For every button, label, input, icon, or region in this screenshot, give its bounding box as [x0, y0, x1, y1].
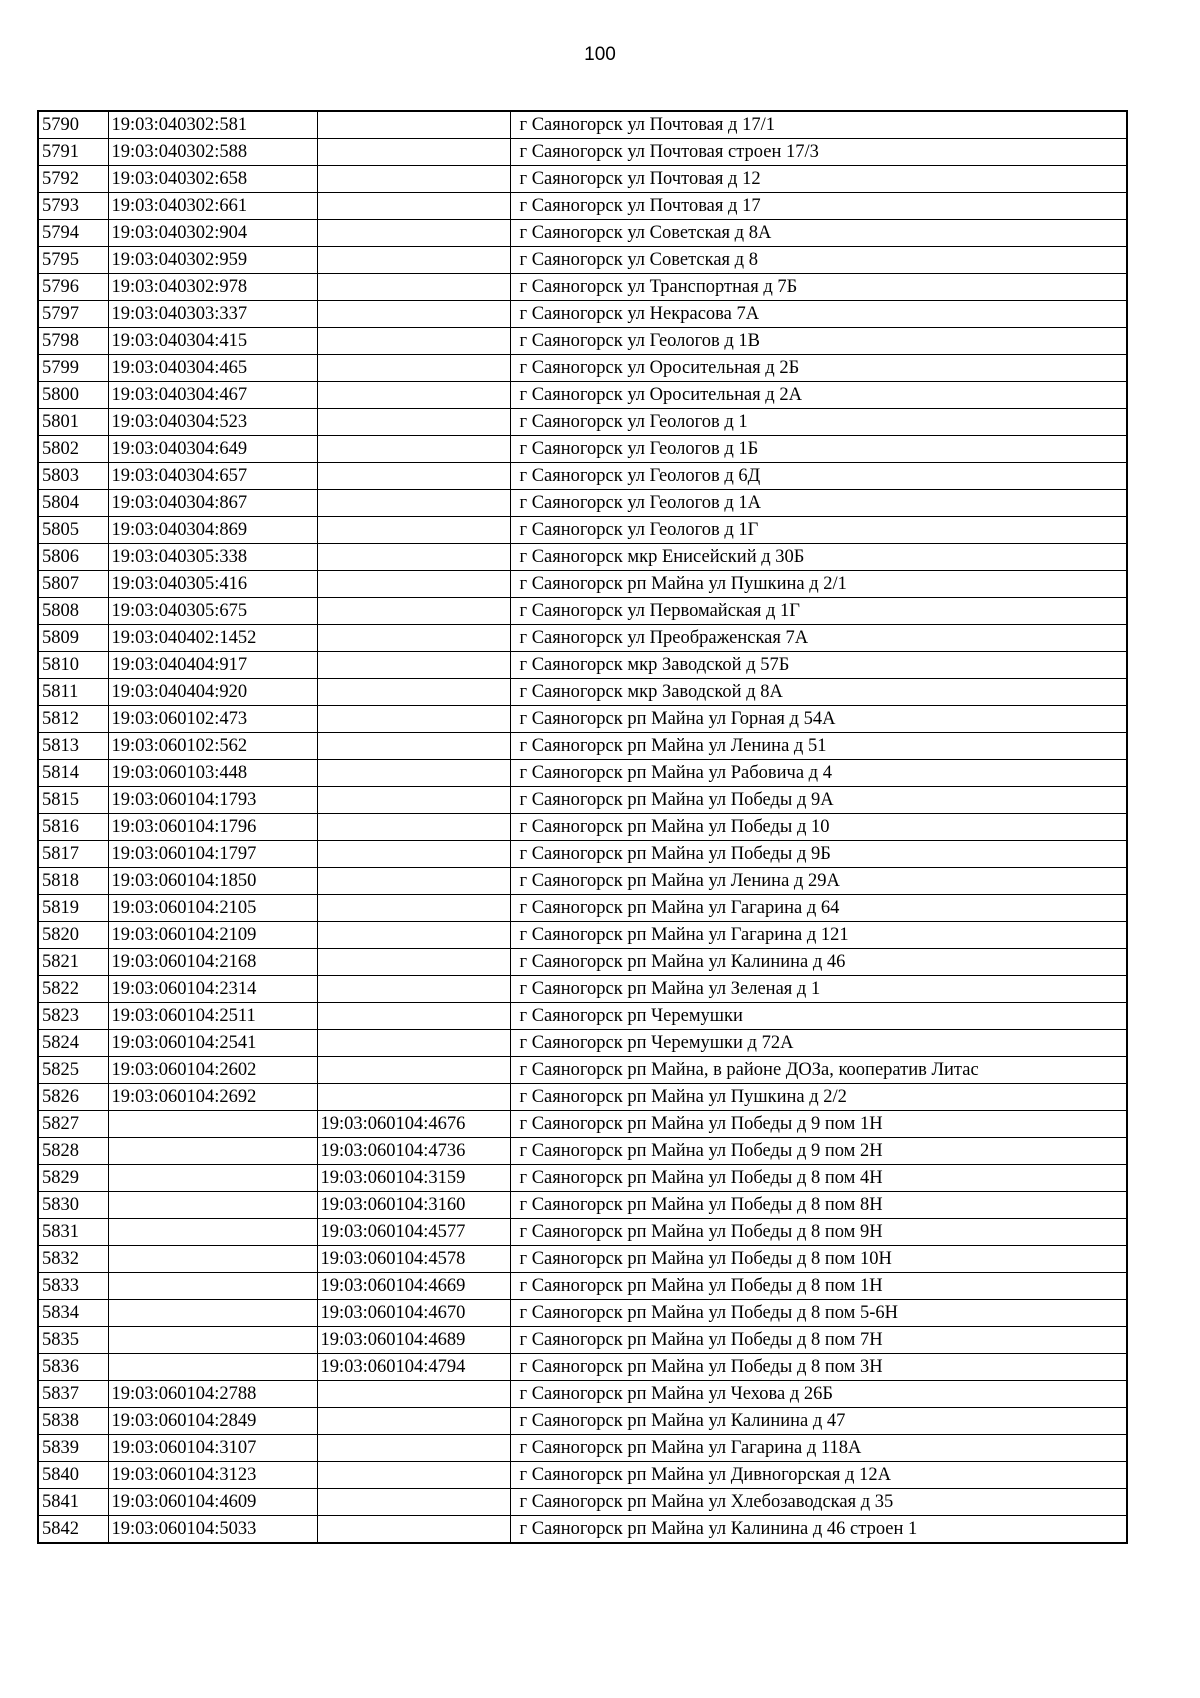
cadastral-number-cell	[108, 1111, 317, 1138]
table-row	[38, 490, 1127, 517]
table-row	[38, 220, 1127, 247]
premises-cadastral-number-cell	[317, 355, 510, 382]
row-number-cell: 5808	[38, 598, 108, 625]
cadastral-number-cell: 19:03:060104:2602	[108, 1057, 317, 1084]
table-row	[38, 1138, 1127, 1165]
table-row	[38, 1516, 1127, 1544]
address-cell: г Саяногорск рп Майна ул Чехова д 26Б	[510, 1381, 1127, 1408]
table-row	[38, 301, 1127, 328]
address-cell: г Саяногорск ул Геологов д 1Г	[510, 517, 1127, 544]
row-number-cell: 5821	[38, 949, 108, 976]
address-cell: г Саяногорск ул Почтовая д 12	[510, 166, 1127, 193]
address-cell: г Саяногорск рп Майна ул Горная д 54А	[510, 706, 1127, 733]
cadastral-number-cell	[108, 1219, 317, 1246]
row-number-cell: 5820	[38, 922, 108, 949]
cadastral-number-cell	[108, 1165, 317, 1192]
table-row	[38, 598, 1127, 625]
address-cell: г Саяногорск рп Майна ул Гагарина д 118А	[510, 1435, 1127, 1462]
premises-cadastral-number-cell	[317, 544, 510, 571]
premises-cadastral-number-cell	[317, 976, 510, 1003]
table-row	[38, 841, 1127, 868]
row-number-cell: 5810	[38, 652, 108, 679]
cadastral-number-cell: 19:03:040305:675	[108, 598, 317, 625]
cadastral-number-cell	[108, 1246, 317, 1273]
row-number-cell: 5837	[38, 1381, 108, 1408]
table-row	[38, 1192, 1127, 1219]
premises-cadastral-number-cell	[317, 679, 510, 706]
cadastral-number-cell: 19:03:040302:904	[108, 220, 317, 247]
address-cell: г Саяногорск рп Майна ул Калинина д 46	[510, 949, 1127, 976]
cadastral-number-cell: 19:03:040305:338	[108, 544, 317, 571]
row-number-cell: 5826	[38, 1084, 108, 1111]
page-number: 100	[584, 44, 616, 65]
address-cell: г Саяногорск ул Геологов д 1А	[510, 490, 1127, 517]
table-row	[38, 733, 1127, 760]
table-row	[38, 1057, 1127, 1084]
cadastral-number-cell: 19:03:040304:869	[108, 517, 317, 544]
premises-cadastral-number-cell: 19:03:060104:4676	[317, 1111, 510, 1138]
cadastral-number-cell	[108, 1138, 317, 1165]
row-number-cell: 5797	[38, 301, 108, 328]
premises-cadastral-number-cell	[317, 868, 510, 895]
row-number-cell: 5835	[38, 1327, 108, 1354]
table-row	[38, 652, 1127, 679]
cadastral-number-cell: 19:03:040304:657	[108, 463, 317, 490]
cadastral-number-cell: 19:03:060104:2541	[108, 1030, 317, 1057]
cadastral-number-cell: 19:03:040302:661	[108, 193, 317, 220]
table-row	[38, 976, 1127, 1003]
table-row	[38, 1489, 1127, 1516]
cadastral-number-cell	[108, 1273, 317, 1300]
row-number-cell: 5794	[38, 220, 108, 247]
row-number-cell: 5827	[38, 1111, 108, 1138]
cadastral-number-cell: 19:03:060104:3107	[108, 1435, 317, 1462]
premises-cadastral-number-cell: 19:03:060104:4670	[317, 1300, 510, 1327]
table-row	[38, 409, 1127, 436]
address-cell: г Саяногорск рп Майна ул Победы д 8 пом 10Н	[510, 1246, 1127, 1273]
row-number-cell: 5802	[38, 436, 108, 463]
row-number-cell: 5799	[38, 355, 108, 382]
row-number-cell: 5801	[38, 409, 108, 436]
table-row	[38, 1030, 1127, 1057]
address-cell: г Саяногорск рп Майна ул Победы д 10	[510, 814, 1127, 841]
row-number-cell: 5834	[38, 1300, 108, 1327]
address-cell: г Саяногорск рп Майна, в районе ДОЗа, кооператив Литас	[510, 1057, 1127, 1084]
premises-cadastral-number-cell	[317, 1003, 510, 1030]
address-cell: г Саяногорск рп Майна ул Победы д 9Б	[510, 841, 1127, 868]
table-row	[38, 1111, 1127, 1138]
address-cell: г Саяногорск рп Майна ул Зеленая д 1	[510, 976, 1127, 1003]
premises-cadastral-number-cell: 19:03:060104:4669	[317, 1273, 510, 1300]
table-row	[38, 328, 1127, 355]
premises-cadastral-number-cell	[317, 922, 510, 949]
table-row	[38, 1219, 1127, 1246]
row-number-cell: 5817	[38, 841, 108, 868]
address-cell: г Саяногорск рп Майна ул Гагарина д 64	[510, 895, 1127, 922]
address-cell: г Саяногорск рп Майна ул Победы д 9 пом 2Н	[510, 1138, 1127, 1165]
row-number-cell: 5790	[38, 111, 108, 139]
cadastral-number-cell: 19:03:040304:465	[108, 355, 317, 382]
address-cell: г Саяногорск мкр Енисейский д 30Б	[510, 544, 1127, 571]
row-number-cell: 5829	[38, 1165, 108, 1192]
address-cell: г Саяногорск ул Геологов д 6Д	[510, 463, 1127, 490]
registry-table-body	[38, 111, 1127, 1543]
address-cell: г Саяногорск рп Майна ул Калинина д 47	[510, 1408, 1127, 1435]
premises-cadastral-number-cell	[317, 220, 510, 247]
row-number-cell: 5832	[38, 1246, 108, 1273]
table-row	[38, 517, 1127, 544]
table-row	[38, 247, 1127, 274]
cadastral-number-cell: 19:03:040304:467	[108, 382, 317, 409]
table-row	[38, 1003, 1127, 1030]
row-number-cell: 5803	[38, 463, 108, 490]
premises-cadastral-number-cell	[317, 706, 510, 733]
address-cell: г Саяногорск рп Майна ул Победы д 9 пом 1Н	[510, 1111, 1127, 1138]
address-cell: г Саяногорск ул Геологов д 1	[510, 409, 1127, 436]
premises-cadastral-number-cell	[317, 625, 510, 652]
table-row	[38, 625, 1127, 652]
address-cell: г Саяногорск рп Майна ул Победы д 8 пом 8Н	[510, 1192, 1127, 1219]
table-row	[38, 1273, 1127, 1300]
premises-cadastral-number-cell	[317, 733, 510, 760]
row-number-cell: 5841	[38, 1489, 108, 1516]
row-number-cell: 5824	[38, 1030, 108, 1057]
premises-cadastral-number-cell	[317, 166, 510, 193]
row-number-cell: 5814	[38, 760, 108, 787]
premises-cadastral-number-cell	[317, 787, 510, 814]
address-cell: г Саяногорск ул Почтовая д 17	[510, 193, 1127, 220]
row-number-cell: 5791	[38, 139, 108, 166]
row-number-cell: 5816	[38, 814, 108, 841]
cadastral-number-cell: 19:03:060104:1796	[108, 814, 317, 841]
row-number-cell: 5809	[38, 625, 108, 652]
premises-cadastral-number-cell	[317, 1030, 510, 1057]
premises-cadastral-number-cell	[317, 490, 510, 517]
premises-cadastral-number-cell: 19:03:060104:4794	[317, 1354, 510, 1381]
registry-table	[37, 110, 1128, 1544]
table-row	[38, 949, 1127, 976]
premises-cadastral-number-cell	[317, 328, 510, 355]
cadastral-number-cell: 19:03:040302:978	[108, 274, 317, 301]
address-cell: г Саяногорск рп Майна ул Рабовича д 4	[510, 760, 1127, 787]
address-cell: г Саяногорск ул Транспортная д 7Б	[510, 274, 1127, 301]
row-number-cell: 5823	[38, 1003, 108, 1030]
row-number-cell: 5833	[38, 1273, 108, 1300]
row-number-cell: 5825	[38, 1057, 108, 1084]
cadastral-number-cell: 19:03:040302:959	[108, 247, 317, 274]
address-cell: г Саяногорск ул Геологов д 1Б	[510, 436, 1127, 463]
cadastral-number-cell: 19:03:060104:2105	[108, 895, 317, 922]
address-cell: г Саяногорск рп Майна ул Пушкина д 2/1	[510, 571, 1127, 598]
table-row	[38, 1165, 1127, 1192]
row-number-cell: 5811	[38, 679, 108, 706]
cadastral-number-cell: 19:03:040305:416	[108, 571, 317, 598]
address-cell: г Саяногорск рп Майна ул Пушкина д 2/2	[510, 1084, 1127, 1111]
address-cell: г Саяногорск ул Оросительная д 2Б	[510, 355, 1127, 382]
row-number-cell: 5819	[38, 895, 108, 922]
address-cell: г Саяногорск рп Майна ул Победы д 8 пом 4Н	[510, 1165, 1127, 1192]
cadastral-number-cell	[108, 1300, 317, 1327]
cadastral-number-cell: 19:03:060104:4609	[108, 1489, 317, 1516]
premises-cadastral-number-cell	[317, 598, 510, 625]
cadastral-number-cell: 19:03:040303:337	[108, 301, 317, 328]
row-number-cell: 5815	[38, 787, 108, 814]
address-cell: г Саяногорск ул Оросительная д 2А	[510, 382, 1127, 409]
cadastral-number-cell: 19:03:060102:562	[108, 733, 317, 760]
cadastral-number-cell: 19:03:040304:867	[108, 490, 317, 517]
premises-cadastral-number-cell	[317, 814, 510, 841]
table-row	[38, 1408, 1127, 1435]
row-number-cell: 5831	[38, 1219, 108, 1246]
address-cell: г Саяногорск ул Некрасова 7А	[510, 301, 1127, 328]
table-row	[38, 1354, 1127, 1381]
table-row	[38, 760, 1127, 787]
cadastral-number-cell: 19:03:040304:523	[108, 409, 317, 436]
table-row	[38, 139, 1127, 166]
row-number-cell: 5830	[38, 1192, 108, 1219]
premises-cadastral-number-cell	[317, 1057, 510, 1084]
address-cell: г Саяногорск рп Майна ул Победы д 8 пом 3Н	[510, 1354, 1127, 1381]
address-cell: г Саяногорск ул Преображенская 7А	[510, 625, 1127, 652]
row-number-cell: 5838	[38, 1408, 108, 1435]
premises-cadastral-number-cell	[317, 436, 510, 463]
cadastral-number-cell: 19:03:040302:658	[108, 166, 317, 193]
address-cell: г Саяногорск мкр Заводской д 8А	[510, 679, 1127, 706]
premises-cadastral-number-cell	[317, 1516, 510, 1544]
premises-cadastral-number-cell	[317, 301, 510, 328]
row-number-cell: 5793	[38, 193, 108, 220]
table-row	[38, 1084, 1127, 1111]
table-row	[38, 193, 1127, 220]
cadastral-number-cell: 19:03:060104:5033	[108, 1516, 317, 1544]
row-number-cell: 5813	[38, 733, 108, 760]
table-row	[38, 868, 1127, 895]
row-number-cell: 5807	[38, 571, 108, 598]
premises-cadastral-number-cell	[317, 1381, 510, 1408]
premises-cadastral-number-cell	[317, 949, 510, 976]
premises-cadastral-number-cell	[317, 274, 510, 301]
table-row	[38, 1462, 1127, 1489]
cadastral-number-cell: 19:03:040404:917	[108, 652, 317, 679]
cadastral-number-cell: 19:03:040302:588	[108, 139, 317, 166]
cadastral-number-cell	[108, 1354, 317, 1381]
row-number-cell: 5806	[38, 544, 108, 571]
table-row	[38, 787, 1127, 814]
table-row	[38, 895, 1127, 922]
premises-cadastral-number-cell: 19:03:060104:4689	[317, 1327, 510, 1354]
table-row	[38, 1246, 1127, 1273]
table-row	[38, 922, 1127, 949]
cadastral-number-cell: 19:03:040304:415	[108, 328, 317, 355]
cadastral-number-cell: 19:03:060104:2692	[108, 1084, 317, 1111]
table-row	[38, 166, 1127, 193]
cadastral-number-cell: 19:03:060104:2314	[108, 976, 317, 1003]
premises-cadastral-number-cell: 19:03:060104:3160	[317, 1192, 510, 1219]
cadastral-number-cell: 19:03:060104:2849	[108, 1408, 317, 1435]
row-number-cell: 5795	[38, 247, 108, 274]
address-cell: г Саяногорск рп Майна ул Хлебозаводская д 35	[510, 1489, 1127, 1516]
address-cell: г Саяногорск ул Советская д 8А	[510, 220, 1127, 247]
row-number-cell: 5796	[38, 274, 108, 301]
address-cell: г Саяногорск ул Почтовая строен 17/3	[510, 139, 1127, 166]
row-number-cell: 5842	[38, 1516, 108, 1544]
row-number-cell: 5800	[38, 382, 108, 409]
cadastral-number-cell: 19:03:060104:2788	[108, 1381, 317, 1408]
row-number-cell: 5840	[38, 1462, 108, 1489]
premises-cadastral-number-cell: 19:03:060104:4736	[317, 1138, 510, 1165]
cadastral-number-cell: 19:03:060104:1793	[108, 787, 317, 814]
address-cell: г Саяногорск рп Майна ул Ленина д 29А	[510, 868, 1127, 895]
table-row	[38, 436, 1127, 463]
row-number-cell: 5804	[38, 490, 108, 517]
table-row	[38, 679, 1127, 706]
table-row	[38, 382, 1127, 409]
address-cell: г Саяногорск рп Майна ул Гагарина д 121	[510, 922, 1127, 949]
premises-cadastral-number-cell	[317, 652, 510, 679]
table-row	[38, 355, 1127, 382]
table-row	[38, 814, 1127, 841]
cadastral-number-cell: 19:03:060104:1850	[108, 868, 317, 895]
cadastral-number-cell	[108, 1192, 317, 1219]
premises-cadastral-number-cell	[317, 139, 510, 166]
table-row	[38, 274, 1127, 301]
row-number-cell: 5822	[38, 976, 108, 1003]
row-number-cell: 5836	[38, 1354, 108, 1381]
premises-cadastral-number-cell	[317, 463, 510, 490]
table-row	[38, 544, 1127, 571]
row-number-cell: 5798	[38, 328, 108, 355]
cadastral-number-cell: 19:03:060104:2511	[108, 1003, 317, 1030]
row-number-cell: 5805	[38, 517, 108, 544]
premises-cadastral-number-cell: 19:03:060104:4578	[317, 1246, 510, 1273]
premises-cadastral-number-cell	[317, 1435, 510, 1462]
cadastral-number-cell: 19:03:060104:3123	[108, 1462, 317, 1489]
table-row	[38, 706, 1127, 733]
premises-cadastral-number-cell	[317, 1489, 510, 1516]
premises-cadastral-number-cell	[317, 1084, 510, 1111]
address-cell: г Саяногорск рп Черемушки д 72А	[510, 1030, 1127, 1057]
premises-cadastral-number-cell	[317, 193, 510, 220]
table-row	[38, 111, 1127, 139]
address-cell: г Саяногорск ул Советская д 8	[510, 247, 1127, 274]
premises-cadastral-number-cell	[317, 571, 510, 598]
address-cell: г Саяногорск мкр Заводской д 57Б	[510, 652, 1127, 679]
premises-cadastral-number-cell: 19:03:060104:4577	[317, 1219, 510, 1246]
premises-cadastral-number-cell	[317, 841, 510, 868]
table-row	[38, 1327, 1127, 1354]
premises-cadastral-number-cell	[317, 247, 510, 274]
address-cell: г Саяногорск рп Майна ул Дивногорская д 12А	[510, 1462, 1127, 1489]
premises-cadastral-number-cell	[317, 1408, 510, 1435]
cadastral-number-cell: 19:03:060103:448	[108, 760, 317, 787]
cadastral-number-cell: 19:03:060104:2109	[108, 922, 317, 949]
row-number-cell: 5792	[38, 166, 108, 193]
cadastral-number-cell: 19:03:060102:473	[108, 706, 317, 733]
premises-cadastral-number-cell	[317, 895, 510, 922]
premises-cadastral-number-cell	[317, 1462, 510, 1489]
cadastral-number-cell: 19:03:040304:649	[108, 436, 317, 463]
address-cell: г Саяногорск рп Майна ул Ленина д 51	[510, 733, 1127, 760]
cadastral-number-cell: 19:03:040404:920	[108, 679, 317, 706]
address-cell: г Саяногорск ул Геологов д 1В	[510, 328, 1127, 355]
row-number-cell: 5818	[38, 868, 108, 895]
cadastral-number-cell: 19:03:060104:1797	[108, 841, 317, 868]
cadastral-number-cell: 19:03:040302:581	[108, 111, 317, 139]
address-cell: г Саяногорск рп Майна ул Победы д 9А	[510, 787, 1127, 814]
address-cell: г Саяногорск рп Майна ул Победы д 8 пом 7Н	[510, 1327, 1127, 1354]
row-number-cell: 5812	[38, 706, 108, 733]
premises-cadastral-number-cell: 19:03:060104:3159	[317, 1165, 510, 1192]
row-number-cell: 5828	[38, 1138, 108, 1165]
address-cell: г Саяногорск рп Черемушки	[510, 1003, 1127, 1030]
cadastral-number-cell: 19:03:040402:1452	[108, 625, 317, 652]
premises-cadastral-number-cell	[317, 111, 510, 139]
table-row	[38, 1300, 1127, 1327]
table-row	[38, 463, 1127, 490]
cadastral-number-cell: 19:03:060104:2168	[108, 949, 317, 976]
cadastral-number-cell	[108, 1327, 317, 1354]
premises-cadastral-number-cell	[317, 409, 510, 436]
address-cell: г Саяногорск ул Почтовая д 17/1	[510, 111, 1127, 139]
address-cell: г Саяногорск рп Майна ул Победы д 8 пом 5-6Н	[510, 1300, 1127, 1327]
address-cell: г Саяногорск рп Майна ул Калинина д 46 строен 1	[510, 1516, 1127, 1544]
address-cell: г Саяногорск рп Майна ул Победы д 8 пом 9Н	[510, 1219, 1127, 1246]
table-row	[38, 1435, 1127, 1462]
premises-cadastral-number-cell	[317, 760, 510, 787]
premises-cadastral-number-cell	[317, 382, 510, 409]
table-row	[38, 1381, 1127, 1408]
address-cell: г Саяногорск ул Первомайская д 1Г	[510, 598, 1127, 625]
table-row	[38, 571, 1127, 598]
address-cell: г Саяногорск рп Майна ул Победы д 8 пом 1Н	[510, 1273, 1127, 1300]
premises-cadastral-number-cell	[317, 517, 510, 544]
row-number-cell: 5839	[38, 1435, 108, 1462]
